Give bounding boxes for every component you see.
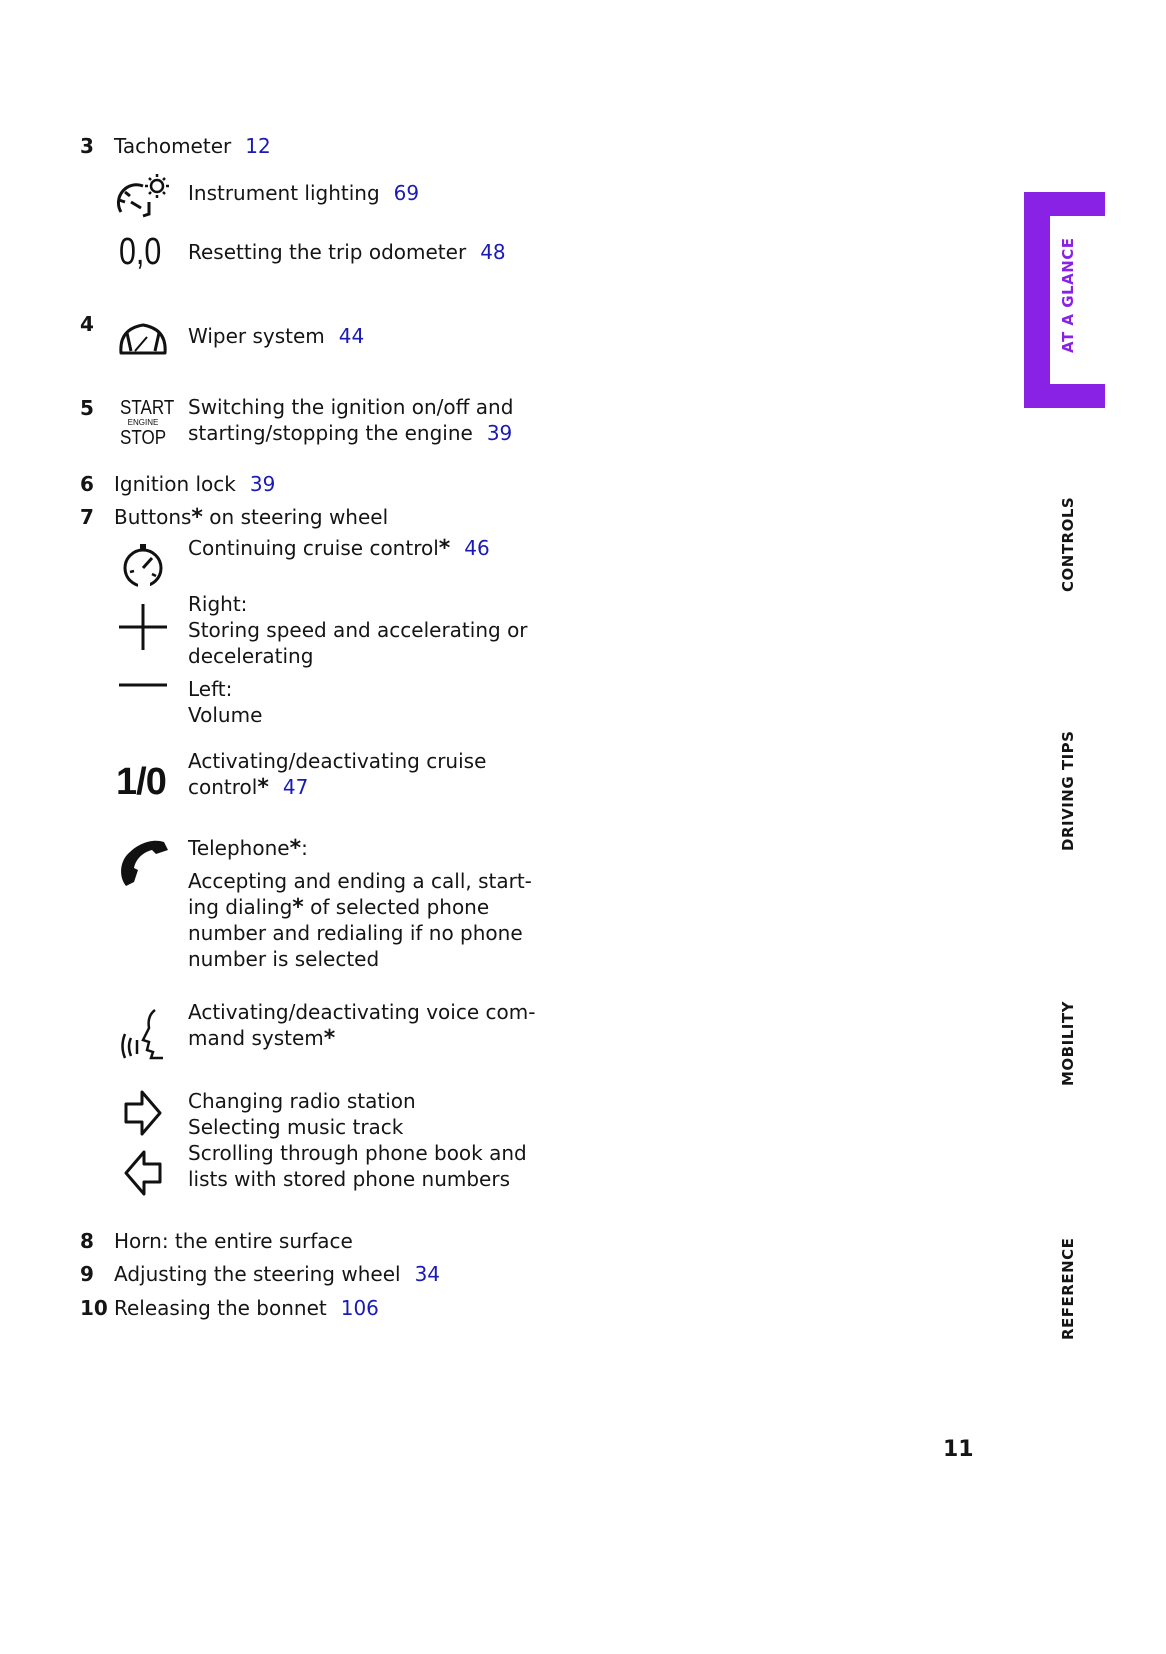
tab-reference[interactable]: REFERENCE: [1059, 1237, 1077, 1340]
item-number: 10: [80, 1296, 108, 1320]
instrument-lighting-label: Instrument lighting: [188, 181, 380, 205]
radio-line4: lists with stored phone numbers: [188, 1167, 511, 1191]
page-ref-link[interactable]: 44: [338, 324, 365, 348]
telephone-line3: number and redialing if no phone: [188, 921, 523, 945]
cruise-continue-text: [188, 535, 490, 562]
cruise-toggle-icon: 1/0: [116, 761, 166, 803]
voice-command-icon: [117, 1006, 169, 1062]
trip-reset-icon: 0,0: [119, 231, 162, 273]
right-heading: Right:: [188, 592, 248, 616]
ignition-line2: [188, 420, 512, 447]
item-number: 9: [80, 1262, 94, 1286]
instrument-lighting-icon: [113, 172, 171, 220]
item-number: 7: [80, 505, 94, 529]
telephone-line2b: of selected phone: [310, 895, 490, 919]
telephone-heading: [188, 835, 308, 862]
ignition-line1: Switching the ignition on/off and: [188, 395, 514, 419]
buttons-rest: on steering wheel: [209, 505, 389, 529]
optional-star: *: [289, 836, 302, 861]
plus-icon: [117, 602, 169, 652]
page-ref-link[interactable]: 48: [480, 240, 506, 264]
telephone-line2: [188, 894, 489, 921]
right-line2: decelerating: [188, 644, 314, 668]
radio-line3: Scrolling through phone book and: [188, 1141, 527, 1165]
voice-line2: [188, 1025, 335, 1052]
bonnet-text: [114, 1295, 379, 1322]
page-ref-link[interactable]: 34: [414, 1262, 441, 1286]
start-stop-icon: [116, 397, 175, 449]
ignition-lock-text: [114, 471, 275, 498]
buttons-label: Buttons: [114, 505, 192, 529]
steering-adjust-label: Adjusting the steering wheel: [114, 1262, 401, 1286]
telephone-icon: [116, 836, 170, 888]
wiper-icon: [117, 317, 169, 359]
telephone-colon: :: [301, 836, 308, 860]
left-heading: Left:: [188, 677, 233, 701]
page-number: 11: [943, 1437, 974, 1462]
telephone-line4: number is selected: [188, 947, 380, 971]
tab-mobility[interactable]: MOBILITY: [1059, 1001, 1077, 1086]
cruise-toggle-line1: Activating/deactivating cruise: [188, 749, 487, 773]
arrow-left-icon: [122, 1148, 164, 1198]
right-line1: Storing speed and accelerating or: [188, 618, 528, 642]
left-line1: Volume: [188, 703, 263, 727]
optional-star: *: [191, 505, 203, 530]
optional-star: *: [323, 1026, 336, 1051]
voice-line1: Activating/deactivating voice com-: [188, 1000, 536, 1024]
page-ref-link[interactable]: 47: [282, 775, 309, 799]
instrument-lighting-text: [188, 180, 419, 207]
radio-line1: Changing radio station: [188, 1089, 416, 1113]
page-ref-link[interactable]: 39: [249, 472, 276, 496]
cruise-toggle-label: control: [188, 775, 258, 799]
tab-driving-tips[interactable]: DRIVING TIPS: [1059, 730, 1077, 851]
engine-text: ENGINE: [127, 418, 159, 427]
trip-reset-label: Resetting the trip odometer: [188, 240, 467, 264]
item-3-text: [114, 133, 271, 160]
bonnet-label: Releasing the bonnet: [114, 1296, 327, 1320]
page-ref-link[interactable]: 69: [393, 181, 420, 205]
page-ref-link[interactable]: 106: [340, 1296, 379, 1320]
cruise-toggle-line2: [188, 774, 308, 801]
wiper-label: Wiper system: [188, 324, 325, 348]
item-number: 5: [80, 396, 94, 420]
telephone-line2a: ing dialing: [188, 895, 293, 919]
item-number: 4: [80, 312, 94, 336]
item-number: 3: [80, 134, 94, 158]
radio-line2: Selecting music track: [188, 1115, 404, 1139]
ignition-lock-label: Ignition lock: [114, 472, 236, 496]
item-number: 6: [80, 472, 94, 496]
minus-icon: [117, 682, 169, 688]
horn-label: Horn: the entire surface: [114, 1229, 353, 1253]
cruise-continue-label: Continuing cruise control: [188, 536, 439, 560]
page-ref-link[interactable]: 46: [464, 536, 490, 560]
ignition-line2-label: starting/stopping the engine: [188, 421, 473, 445]
page-ref-link[interactable]: 39: [486, 421, 513, 445]
optional-star: *: [257, 775, 269, 800]
cruise-resume-icon: [118, 540, 168, 590]
telephone-label: Telephone: [188, 836, 290, 860]
wiper-text: [188, 323, 364, 350]
optional-star: *: [438, 536, 451, 561]
arrow-right-icon: [122, 1088, 164, 1138]
item-number: 8: [80, 1229, 94, 1253]
tachometer-label: Tachometer: [114, 134, 232, 158]
stop-text: STOP: [120, 427, 167, 449]
telephone-line1: Accepting and ending a call, start-: [188, 869, 532, 893]
steering-adjust-text: [114, 1261, 440, 1288]
start-text: START: [120, 397, 175, 419]
voice-line2-label: mand system: [188, 1026, 324, 1050]
tab-at-a-glance[interactable]: AT A GLANCE: [1059, 237, 1077, 353]
buttons-text: [114, 504, 388, 531]
page-ref-link[interactable]: 12: [245, 134, 271, 158]
trip-reset-text: [188, 239, 506, 266]
optional-star: *: [292, 895, 304, 920]
tab-controls[interactable]: CONTROLS: [1059, 496, 1077, 592]
